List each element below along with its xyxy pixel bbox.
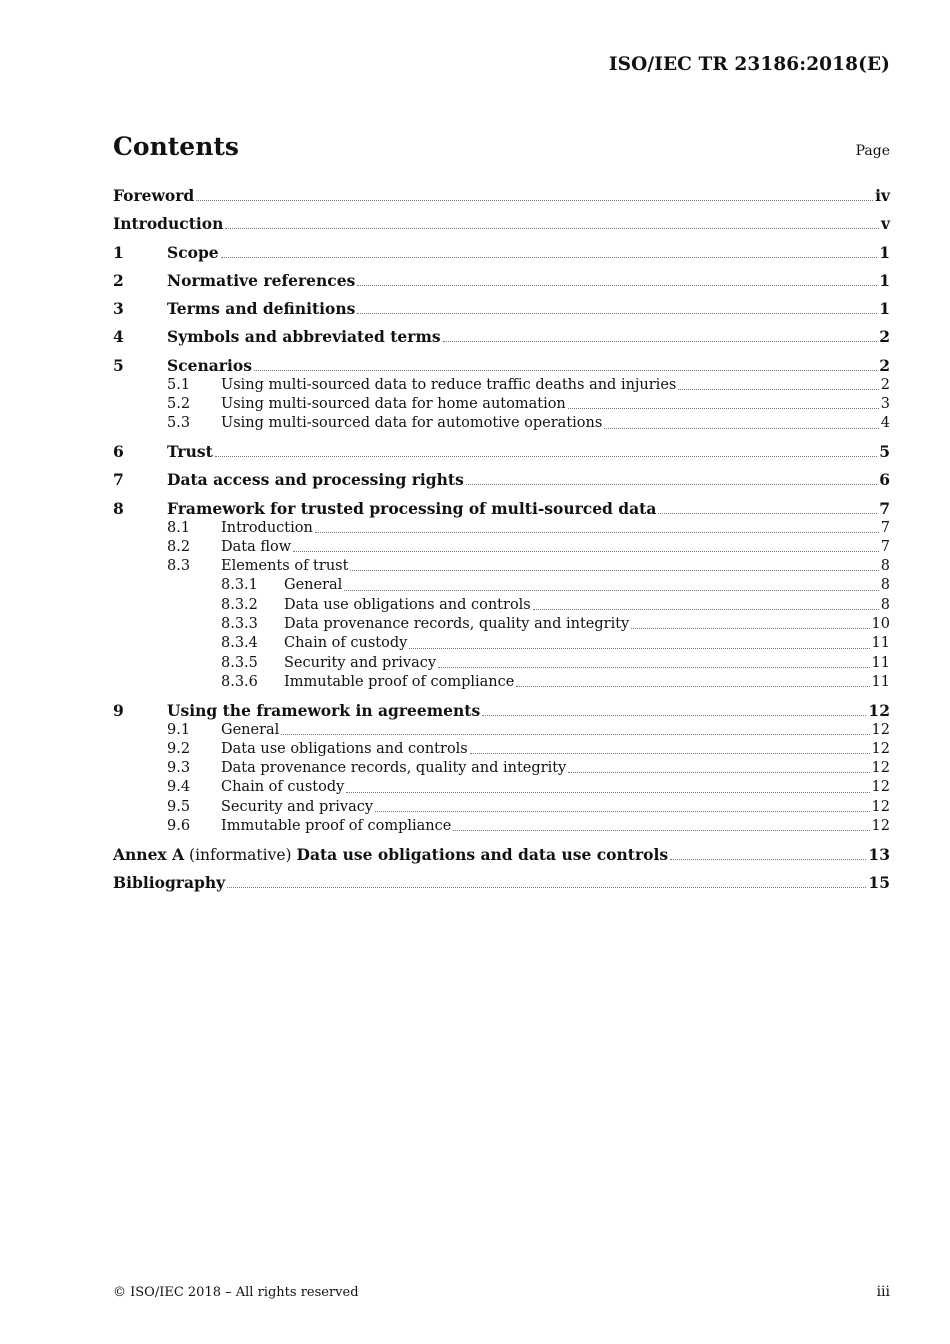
toc-entry-label-title: Data use obligations and data use controls	[296, 844, 669, 864]
toc-entry-page: 7	[879, 498, 890, 518]
toc-entry-number: 8.3.3	[221, 616, 258, 633]
toc-leader-dots	[281, 734, 869, 735]
toc-entry-page: 7	[880, 538, 890, 555]
toc-entry[interactable]	[113, 615, 890, 634]
toc-entry-label: Normative references	[167, 270, 356, 290]
toc-entry-label: Terms and definitions	[167, 299, 356, 319]
toc-entry-label-qualifier: (informative)	[184, 845, 297, 864]
toc-leader-dots	[568, 772, 869, 773]
toc-entry-page: 8	[880, 558, 890, 575]
footer-copyright: © ISO/IEC 2018 – All rights reserved	[113, 1285, 359, 1300]
toc-entry-number: 9.6	[167, 818, 191, 835]
toc-entry-page: 4	[880, 415, 890, 432]
toc-entry[interactable]	[113, 442, 890, 462]
toc-leader-dots	[670, 859, 866, 860]
toc-entry-number: 5	[113, 355, 124, 375]
toc-entry-page: 12	[871, 740, 890, 757]
toc-leader-dots	[227, 887, 866, 888]
toc-entry-label: Security and privacy	[221, 798, 374, 815]
toc-entry-page: 15	[868, 872, 890, 892]
toc-entry-label: Security and privacy	[284, 654, 437, 671]
toc-entry-page: 12	[871, 779, 890, 796]
toc-entry-number: 9.5	[167, 798, 191, 815]
toc-entry-number: 9.4	[167, 779, 191, 796]
toc-leader-dots	[221, 257, 878, 258]
toc-entry[interactable]	[113, 327, 890, 347]
toc-entry-page: 3	[880, 396, 890, 413]
toc-leader-dots	[350, 570, 878, 571]
toc-entry-number: 9.2	[167, 740, 191, 757]
toc-leader-dots	[375, 811, 870, 812]
toc-entry-label: Data use obligations and controls	[221, 740, 468, 757]
toc-entry-label: Using multi-sourced data to reduce traffic deaths and injuries	[221, 376, 677, 393]
toc-entry-label-prefix: Annex A	[113, 844, 185, 864]
toc-leader-dots	[658, 513, 877, 514]
toc-entry-label: Data provenance records, quality and integrity	[284, 616, 630, 633]
toc-entry[interactable]	[113, 798, 890, 817]
toc-leader-dots	[409, 648, 869, 649]
toc-entry-page: 12	[868, 700, 890, 720]
toc-entry-label: Introduction	[113, 214, 224, 234]
toc-entry-number: 8	[113, 498, 124, 518]
toc-entry-page: 12	[871, 818, 890, 835]
toc-entry[interactable]	[113, 721, 890, 740]
toc-entry[interactable]	[113, 740, 890, 759]
toc-entry-label: Bibliography	[113, 872, 226, 892]
toc-entry[interactable]	[113, 499, 890, 519]
toc-leader-dots	[225, 228, 879, 229]
toc-entry-label: Using multi-sourced data for automotive operations	[221, 415, 603, 432]
toc-entry-label: General	[221, 721, 280, 738]
toc-entry-label: Framework for trusted processing of multi-sourced data	[167, 498, 657, 518]
toc-entry-page: 1	[879, 270, 890, 290]
toc-entry[interactable]	[113, 519, 890, 538]
toc-entry[interactable]	[113, 557, 890, 576]
toc-entry[interactable]	[113, 759, 890, 778]
toc-entry-label: Trust	[167, 441, 213, 461]
toc-entry-page: 11	[871, 635, 890, 652]
toc-entry-number: 6	[113, 441, 124, 461]
toc-entry[interactable]	[113, 673, 890, 692]
toc-entry-page: 2	[880, 376, 890, 393]
toc-entry-number: 4	[113, 327, 124, 347]
toc-entry-number: 9.1	[167, 721, 191, 738]
toc-entry-page: 13	[868, 844, 890, 864]
toc-leader-dots	[631, 628, 869, 629]
toc-entry-label: Immutable proof of compliance	[221, 818, 452, 835]
toc-entry-page: 5	[879, 441, 890, 461]
toc-entry-number: 8.3.1	[221, 577, 258, 594]
toc-entry-page: 11	[871, 654, 890, 671]
toc-entry-number: 5.1	[167, 376, 191, 393]
toc-entry[interactable]	[113, 356, 890, 376]
toc-entry-number: 5.2	[167, 396, 191, 413]
toc-leader-dots	[516, 686, 869, 687]
toc-entry-label: Introduction	[221, 519, 313, 536]
toc-leader-dots	[357, 285, 877, 286]
toc-leader-dots	[466, 484, 877, 485]
toc-entry-number: 2	[113, 270, 124, 290]
toc-entry[interactable]	[113, 186, 890, 206]
toc-entry-number: 9	[113, 700, 124, 720]
toc-leader-dots	[482, 715, 866, 716]
document-id: ISO/IEC TR 23186:2018(E)	[608, 54, 890, 75]
toc-entry-page: 8	[880, 596, 890, 613]
toc-entry-page: iv	[875, 186, 890, 205]
toc-entry-label: Using the framework in agreements	[167, 700, 481, 720]
toc-entry-page: 2	[879, 355, 890, 375]
toc-entry[interactable]	[113, 271, 890, 291]
toc-entry[interactable]	[113, 873, 890, 893]
toc-leader-dots	[443, 341, 878, 342]
toc-entry-page: 7	[880, 519, 890, 536]
toc-entry-page: 12	[871, 760, 890, 777]
toc-entry[interactable]	[113, 395, 890, 414]
toc-leader-dots	[254, 370, 877, 371]
toc-entry[interactable]	[113, 634, 890, 653]
toc-entry-number: 8.3.4	[221, 635, 258, 652]
toc-entry-page: 1	[879, 242, 890, 262]
toc-leader-dots	[438, 667, 870, 668]
toc-entry-label: Data access and processing rights	[167, 470, 464, 490]
toc-entry[interactable]	[113, 414, 890, 433]
toc-entry-page: 11	[871, 673, 890, 690]
toc-leader-dots	[196, 200, 873, 201]
toc-entry-label: General	[284, 577, 343, 594]
toc-entry-label	[113, 845, 668, 865]
toc-entry[interactable]	[113, 817, 890, 836]
toc-entry-page: 12	[871, 798, 890, 815]
toc-entry-label: Elements of trust	[221, 558, 349, 575]
toc-entry[interactable]	[113, 845, 890, 865]
toc-leader-dots	[470, 753, 870, 754]
toc-entry[interactable]	[113, 299, 890, 319]
table-of-contents	[113, 186, 890, 893]
toc-entry[interactable]	[113, 243, 890, 263]
toc-entry[interactable]	[113, 701, 890, 721]
toc-entry-label: Scope	[167, 242, 219, 262]
toc-entry[interactable]	[113, 654, 890, 673]
page-column-label: Page	[855, 143, 890, 159]
toc-entry-label: Data flow	[221, 538, 292, 555]
toc-entry-number: 3	[113, 299, 124, 319]
toc-entry[interactable]	[113, 376, 890, 395]
toc-entry-label: Foreword	[113, 186, 195, 205]
toc-entry[interactable]	[113, 214, 890, 234]
toc-entry-number: 8.2	[167, 538, 191, 555]
toc-entry-number: 7	[113, 470, 124, 490]
toc-entry[interactable]	[113, 778, 890, 797]
toc-entry-number: 9.3	[167, 760, 191, 777]
toc-leader-dots	[315, 532, 879, 533]
toc-entry-page: 10	[871, 616, 890, 633]
toc-entry[interactable]	[113, 576, 890, 595]
toc-leader-dots	[568, 408, 879, 409]
toc-entry-label: Data provenance records, quality and integrity	[221, 760, 567, 777]
toc-leader-dots	[293, 551, 879, 552]
toc-entry-page: 6	[879, 470, 890, 490]
toc-entry-number: 1	[113, 242, 124, 262]
toc-entry-number: 8.3.6	[221, 673, 258, 690]
toc-entry-label: Using multi-sourced data for home automation	[221, 396, 566, 413]
toc-entry-page: 2	[879, 327, 890, 347]
toc-leader-dots	[215, 456, 877, 457]
toc-entry-number: 8.3.5	[221, 654, 258, 671]
toc-entry-number: 8.3	[167, 558, 191, 575]
toc-entry-page: 8	[880, 577, 890, 594]
toc-entry[interactable]	[113, 538, 890, 557]
toc-leader-dots	[678, 389, 878, 390]
toc-entry-page: 1	[879, 299, 890, 319]
toc-entry-number: 8.3.2	[221, 596, 258, 613]
toc-entry-label: Chain of custody	[284, 635, 408, 652]
toc-entry-page: 12	[871, 721, 890, 738]
page-title: Contents	[113, 132, 240, 161]
toc-leader-dots	[453, 830, 869, 831]
toc-entry-label: Chain of custody	[221, 779, 345, 796]
toc-entry[interactable]	[113, 470, 890, 490]
toc-entry-label: Data use obligations and controls	[284, 596, 531, 613]
toc-entry-number: 5.3	[167, 415, 191, 432]
toc-leader-dots	[344, 590, 878, 591]
toc-entry-label: Scenarios	[167, 355, 252, 375]
toc-entry-label: Symbols and abbreviated terms	[167, 327, 441, 347]
footer-page-number: iii	[876, 1284, 890, 1300]
toc-entry-page: v	[880, 214, 890, 234]
toc-entry-label: Immutable proof of compliance	[284, 673, 515, 690]
toc-leader-dots	[533, 609, 879, 610]
toc-entry[interactable]	[113, 596, 890, 615]
toc-leader-dots	[604, 428, 878, 429]
toc-leader-dots	[346, 792, 869, 793]
toc-entry-number: 8.1	[167, 519, 191, 536]
toc-leader-dots	[357, 313, 877, 314]
